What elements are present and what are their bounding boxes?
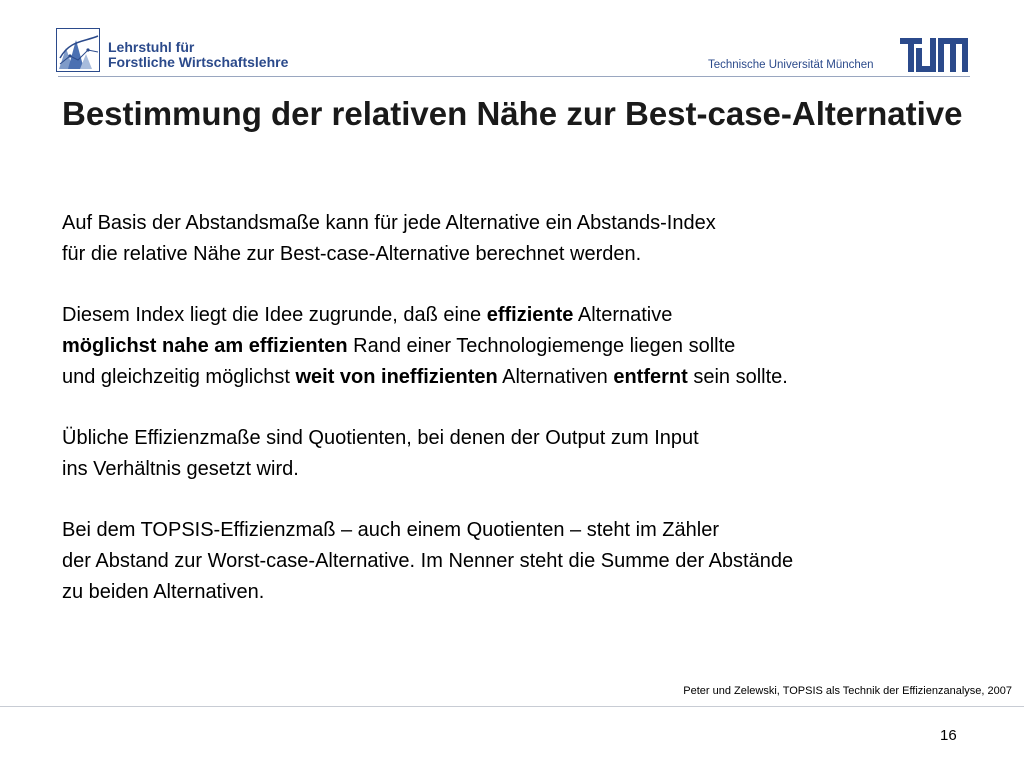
emphasized-text: weit von ineffizienten	[295, 366, 498, 388]
chair-name-line-1: Lehrstuhl für	[108, 39, 195, 55]
body-text: sein sollte.	[687, 366, 788, 388]
body-line	[62, 423, 1012, 454]
source-reference: Peter und Zelewski, TOPSIS als Technik der Effizienzanalyse, 2007	[683, 685, 1012, 697]
body-text: Diesem Index liegt die Idee zugrunde, daß eine	[62, 304, 487, 326]
body-line	[62, 208, 1012, 239]
chair-logo-icon	[56, 28, 100, 72]
emphasized-text: entfernt	[613, 366, 688, 388]
page-number: 16	[940, 727, 957, 744]
body-paragraph	[62, 208, 1012, 270]
tum-logo-icon	[900, 38, 968, 72]
body-text: Rand einer Technologiemenge liegen sollte	[347, 335, 736, 357]
slide-header	[0, 0, 1024, 80]
body-paragraph	[62, 300, 1012, 393]
emphasized-text: möglichst nahe am effizienten	[62, 335, 348, 357]
body-text: Bei dem TOPSIS-Effizienzmaß – auch einem Quotienten – steht im Zähler	[62, 519, 719, 541]
body-line	[62, 331, 1012, 362]
body-line	[62, 546, 1012, 577]
body-line	[62, 515, 1012, 546]
body-text: und gleichzeitig möglichst	[62, 366, 296, 388]
slide-title: Bestimmung der relativen Nähe zur Best-case-Alternative	[62, 95, 963, 132]
body-line	[62, 300, 1012, 331]
chair-name-line-2: Forstliche Wirtschaftslehre	[108, 54, 289, 70]
body-paragraph	[62, 423, 1012, 485]
body-line	[62, 454, 1012, 485]
body-text: der Abstand zur Worst-case-Alternative. Im Nenner steht die Summe der Abstände	[62, 550, 794, 572]
body-line	[62, 577, 1012, 608]
university-name: Technische Universität München	[708, 59, 874, 71]
body-paragraph	[62, 515, 1012, 608]
header-divider	[58, 76, 970, 77]
slide-body	[62, 208, 1012, 638]
emphasized-text: effiziente	[486, 304, 574, 326]
body-text: für die relative Nähe zur Best-case-Alternative berechnet werden.	[62, 243, 642, 265]
body-text: Übliche Effizienzmaße sind Quotienten, bei denen der Output zum Input	[62, 427, 699, 449]
body-line	[62, 239, 1012, 270]
body-line	[62, 362, 1012, 393]
footer-divider	[0, 706, 1024, 707]
body-text: Alternativen	[497, 366, 614, 388]
chair-name	[108, 40, 288, 70]
body-text: zu beiden Alternativen.	[62, 581, 265, 603]
body-text: ins Verhältnis gesetzt wird.	[62, 458, 299, 480]
body-text: Auf Basis der Abstandsmaße kann für jede Alternative ein Abstands-Index	[62, 212, 716, 234]
body-text: Alternative	[573, 304, 673, 326]
